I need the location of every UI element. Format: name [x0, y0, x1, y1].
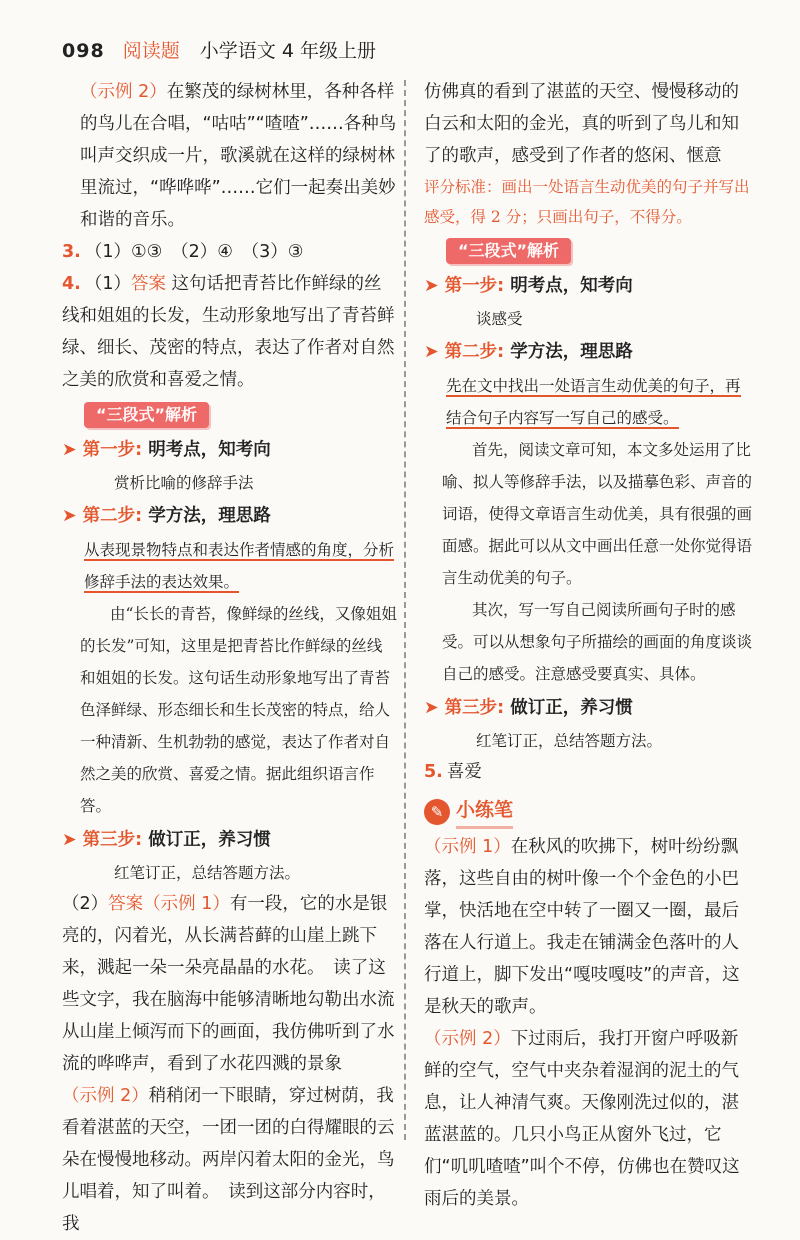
- step-3-detail: 红笔订正，总结答题方法。: [476, 732, 663, 750]
- step-3-detail: 红笔订正，总结答题方法。: [114, 864, 301, 882]
- page-header: [62, 36, 376, 63]
- triangle-arrow-icon: ➤: [424, 276, 439, 296]
- question-part: （1）: [84, 274, 131, 294]
- step-2-method: [424, 370, 754, 434]
- example-text: 有一段，它的水是银亮的，闪着光，从长满苔藓的山崖上跳下来，溅起一朵一朵亮晶晶的水花。 读了这些文字，我在脑海中能够清晰地勾勒出水流从山崖上倾泻而下的画面，我仿佛听到了水流的哗哗声，看到了水花四溅的景象: [62, 894, 395, 1074]
- example-text: 在秋风的吹拂下，树叶纷纷飘落，这些自由的树叶像一个个金色的小巴掌，快活地在空中转了一圈又一圈，最后落在人行道上。我走在铺满金色落叶的人行道上，脚下发出“嘎吱嘎吱”的声音，这是秋天的歌声。: [424, 837, 740, 1017]
- section-label: 阅读题: [122, 40, 180, 62]
- step-2-method: [62, 534, 397, 598]
- example-2-paragraph: [62, 76, 397, 236]
- answer-text: 喜爱: [446, 762, 482, 782]
- step-1-detail: 谈感受: [476, 310, 523, 328]
- step-title: 学方法，理思路: [148, 506, 271, 526]
- question-part: （2）: [62, 894, 109, 914]
- step-1: [424, 270, 754, 302]
- step-3: [62, 824, 397, 856]
- example-text: 稍稍闭一下眼睛，穿过树荫，我看着湛蓝的天空，一团一团的白得耀眼的云朵在慢慢地移动。两岸闪着太阳的金光，鸟儿唱着，知了叫着。 读到这部分内容时，我: [62, 1086, 395, 1234]
- example-tag: （示例 2）: [424, 1029, 511, 1049]
- answer-text: （1）①③ （2）④ （3）③: [84, 242, 304, 262]
- step-name: 第二步:: [444, 342, 505, 362]
- step-title: 做订正，养习惯: [510, 698, 633, 718]
- step-name: 第一步:: [444, 276, 505, 296]
- analysis-badge: “三段式”解析: [84, 402, 209, 428]
- left-column: [62, 76, 397, 1240]
- pen-icon: ✎: [424, 799, 450, 825]
- step-2-explanation-1: 首先，阅读文章可知，本文多处运用了比喻、拟人等修辞手法，以及描摹色彩、声音的词语，使得文章语言生动优美，具有很强的画面感。据此可以从文中画出任意一处你觉得语言生动优美的句子。: [442, 441, 753, 587]
- question-4: [62, 268, 397, 396]
- question-number: 5.: [424, 762, 443, 782]
- step-2: [62, 500, 397, 532]
- question-number: 3.: [62, 242, 81, 262]
- example-tag: （示例 2）: [80, 82, 167, 102]
- step-name: 第三步:: [82, 830, 143, 850]
- example-tag: （示例 1）: [143, 894, 230, 914]
- triangle-arrow-icon: ➤: [62, 506, 77, 526]
- right-column: [424, 76, 754, 1215]
- step-title: 明考点，知考向: [148, 440, 271, 460]
- step-title: 学方法，理思路: [510, 342, 633, 362]
- answer-label: 答案: [130, 274, 166, 294]
- scoring-criteria: 评分标准：画出一处语言生动优美的句子并写出感受，得 2 分；只画出句子，不得分。: [424, 178, 750, 226]
- practice-example-1: [424, 831, 754, 1023]
- practice-title: 小练笔: [456, 794, 513, 829]
- step-name: 第二步:: [82, 506, 143, 526]
- method-text: 先在文中找出一处语言生动优美的句子，再结合句子内容写一写自己的感受。: [446, 377, 741, 427]
- example-text: 在繁茂的绿树林里，各种各样的鸟儿在合唱，“咕咕”“喳喳”……各种鸟叫声交织成一片，歌溪就在这样的绿树林里流过，“哗哗哗”……它们一起奏出美妙和谐的音乐。: [80, 82, 397, 230]
- step-3: [424, 692, 754, 724]
- example-tag: （示例 2）: [62, 1086, 149, 1106]
- triangle-arrow-icon: ➤: [62, 440, 77, 460]
- example-2-paragraph: [62, 1080, 397, 1240]
- step-2-explanation-2: 其次，写一写自己阅读所画句子时的感受。可以从想象句子所描绘的画面的角度谈谈自己的感受。注意感受要真实、具体。: [442, 601, 753, 683]
- continued-text: 仿佛真的看到了湛蓝的天空、慢慢移动的白云和太阳的金光，真的听到了鸟儿和知了的歌声，感受到了作者的悠闲、惬意: [424, 82, 739, 166]
- step-name: 第三步:: [444, 698, 505, 718]
- step-2: [424, 336, 754, 368]
- triangle-arrow-icon: ➤: [424, 342, 439, 362]
- step-name: 第一步:: [82, 440, 143, 460]
- question-4-part-2: [62, 888, 397, 1080]
- question-3: [62, 236, 397, 268]
- practice-example-2: [424, 1023, 754, 1215]
- answer-label: 答案: [108, 894, 144, 914]
- analysis-badge: “三段式”解析: [446, 238, 571, 264]
- book-title: 小学语文 4 年级上册: [199, 40, 376, 62]
- example-text: 下过雨后，我打开窗户呼吸新鲜的空气，空气中夹杂着湿润的泥土的气息，让人神清气爽。天像刚洗过似的，湛蓝湛蓝的。几只小鸟正从窗外飞过，它们“叽叽喳喳”叫个不停，仿佛也在赞叹这雨后的美景。: [424, 1029, 740, 1209]
- step-title: 明考点，知考向: [510, 276, 633, 296]
- example-tag: （示例 1）: [424, 837, 511, 857]
- question-5: [424, 756, 754, 788]
- question-number: 4.: [62, 274, 81, 294]
- step-2-explanation: 由“长长的青苔，像鲜绿的丝线，又像姐姐的长发”可知，这里是把青苔比作鲜绿的丝线和姐姐的长发。这句话生动形象地写出了青苔色泽鲜绿、形态细长和生长茂密的特点，给人一种清新、生机勃勃的感觉，表达了作者对自然之美的欣赏、喜爱之情。据此组织语言作答。: [80, 605, 397, 815]
- triangle-arrow-icon: ➤: [424, 698, 439, 718]
- triangle-arrow-icon: ➤: [62, 830, 77, 850]
- step-title: 做订正，养习惯: [148, 830, 271, 850]
- answer-text: 这句话把青苔比作鲜绿的丝线和姐姐的长发，生动形象地写出了青苔鲜绿、细长、茂密的特点，表达了作者对自然之美的欣赏和喜爱之情。: [62, 274, 395, 390]
- step-1-detail: 赏析比喻的修辞手法: [114, 474, 254, 492]
- method-text: 从表现景物特点和表达作者情感的角度，分析修辞手法的表达效果。: [84, 541, 395, 591]
- step-1: [62, 434, 397, 466]
- page-number: 098: [62, 40, 105, 62]
- practice-heading: [424, 794, 754, 829]
- column-divider: [404, 80, 406, 1140]
